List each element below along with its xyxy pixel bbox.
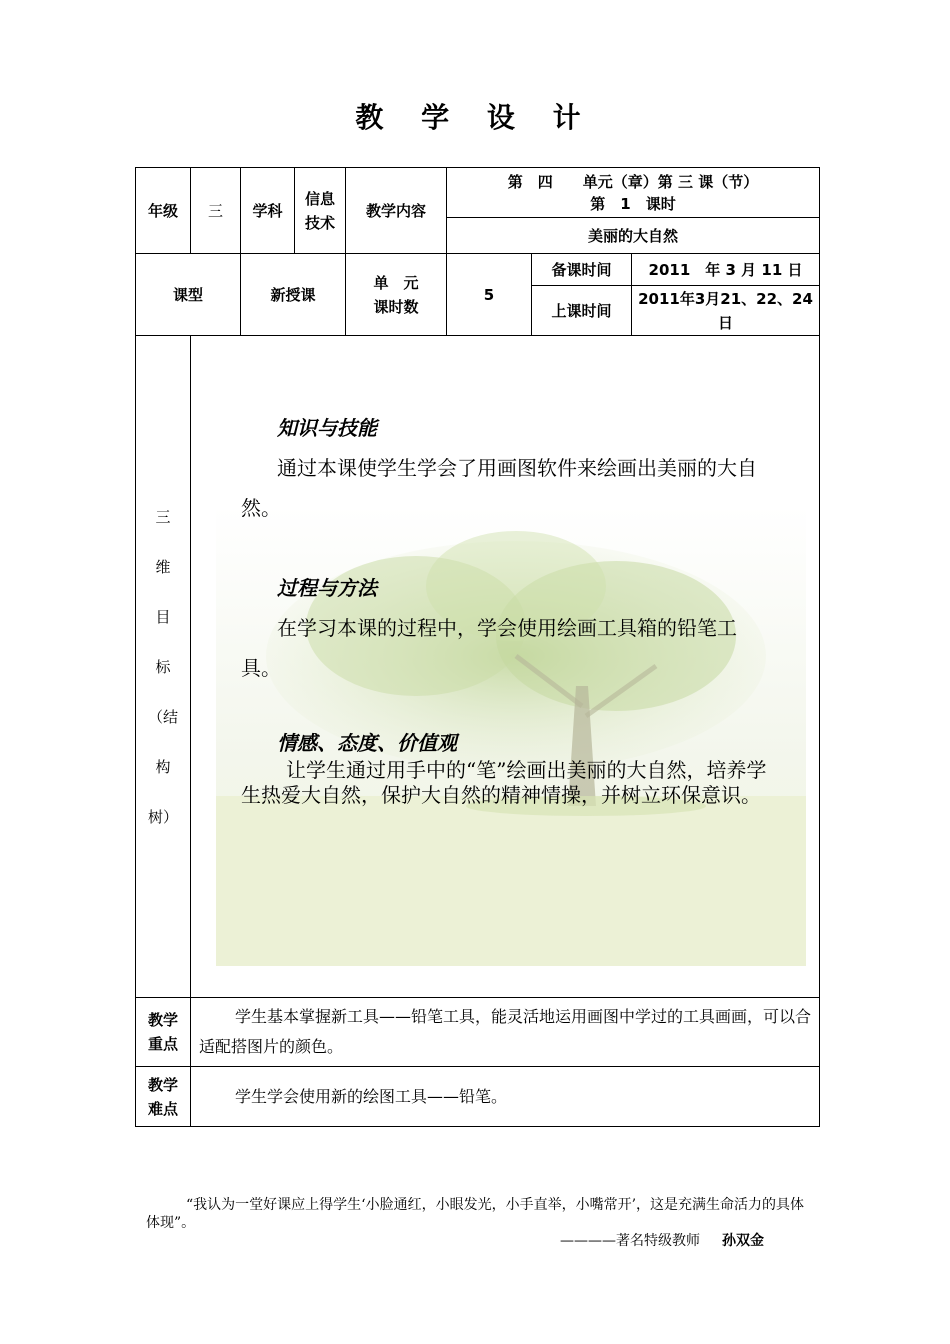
key-points-label	[136, 998, 191, 1067]
emotion-text: 让学生通过用手中的“笔”绘画出美丽的大自然，培养学生热爱大自然，保护大自然的精神情操，并树立环保意识。	[241, 758, 767, 807]
lesson-type-label: 课型	[136, 254, 241, 336]
unit-line-1: 第 四 单元（章）第 三 课（节）	[507, 172, 759, 191]
emotion-heading: 情感、态度、价值观	[277, 731, 457, 755]
goals-side-label	[136, 336, 191, 998]
footer-signature	[560, 1230, 810, 1250]
goals-text-block	[241, 408, 771, 808]
class-time-value-2: 日	[718, 313, 734, 332]
process-heading: 过程与方法	[277, 576, 377, 600]
unit-line-2: 第 1 课时	[590, 194, 676, 213]
difficulties-label-1: 教学	[147, 1075, 178, 1094]
process-text: 在学习本课的过程中，学会使用绘画工具箱的铅笔工具。	[241, 616, 737, 680]
goals-side-char-7: 树）	[147, 807, 178, 826]
grade-label: 年级	[136, 168, 191, 254]
key-points-text	[191, 998, 820, 1067]
class-time-value	[632, 286, 820, 336]
key-points-label-2: 重点	[147, 1035, 178, 1053]
key-points-label-1: 教学	[147, 1011, 178, 1029]
goals-side-char-5: （结	[147, 707, 178, 726]
knowledge-heading: 知识与技能	[277, 416, 377, 440]
prep-time-value: 2011 年 3 月 11 日	[632, 254, 820, 286]
difficulties-label-2: 难点	[147, 1099, 178, 1118]
class-time-label: 上课时间	[532, 286, 632, 336]
subject-value	[295, 168, 346, 254]
footer-quote	[146, 1196, 810, 1232]
difficulties-label	[136, 1067, 191, 1127]
unit-hours-label-1: 单 元	[373, 273, 419, 292]
footer-author: 孙双金	[722, 1233, 764, 1249]
unit-hours-label-2: 课时数	[373, 297, 419, 316]
footer-quote-text: “我认为一堂好课应上得学生‘小脸通红，小眼发光，小手直举，小嘴常开’，这是充满生命活力的具体体现”。	[146, 1197, 805, 1231]
content-label: 教学内容	[346, 168, 447, 254]
subject-label: 学科	[241, 168, 295, 254]
goals-side-char-3: 目	[155, 607, 171, 626]
key-points-body: 学生基本掌握新工具——铅笔工具，能灵活地运用画图中学过的工具画画，可以合适配搭图片的颜色。	[199, 1007, 812, 1056]
lesson-plan-table	[135, 167, 820, 1127]
footer-attribution: ————著名特级教师	[560, 1233, 700, 1249]
prep-time-label: 备课时间	[532, 254, 632, 286]
difficulties-text	[191, 1067, 820, 1127]
unit-info	[447, 168, 820, 218]
goals-side-char-1: 三	[155, 507, 171, 526]
class-time-value-1: 2011年3月21、22、24	[638, 289, 813, 308]
page-title: 教 学 设 计	[355, 101, 595, 134]
subject-value-line-1: 信息	[304, 189, 335, 208]
goals-side-char-6: 构	[155, 757, 171, 776]
unit-hours-label	[346, 254, 447, 336]
goals-side-char-2: 维	[155, 557, 171, 576]
knowledge-text: 通过本课使学生学会了用画图软件来绘画出美丽的大自然。	[241, 456, 757, 520]
grade-value: 三	[191, 168, 241, 254]
goals-side-char-4: 标	[155, 657, 171, 676]
difficulties-body: 学生学会使用新的绘图工具——铅笔。	[235, 1086, 508, 1106]
lesson-title: 美丽的大自然	[447, 218, 820, 254]
subject-value-line-2: 技术	[304, 213, 335, 232]
unit-hours-value: 5	[447, 254, 532, 336]
lesson-type-value: 新授课	[241, 254, 346, 336]
goals-content-cell	[191, 336, 820, 998]
